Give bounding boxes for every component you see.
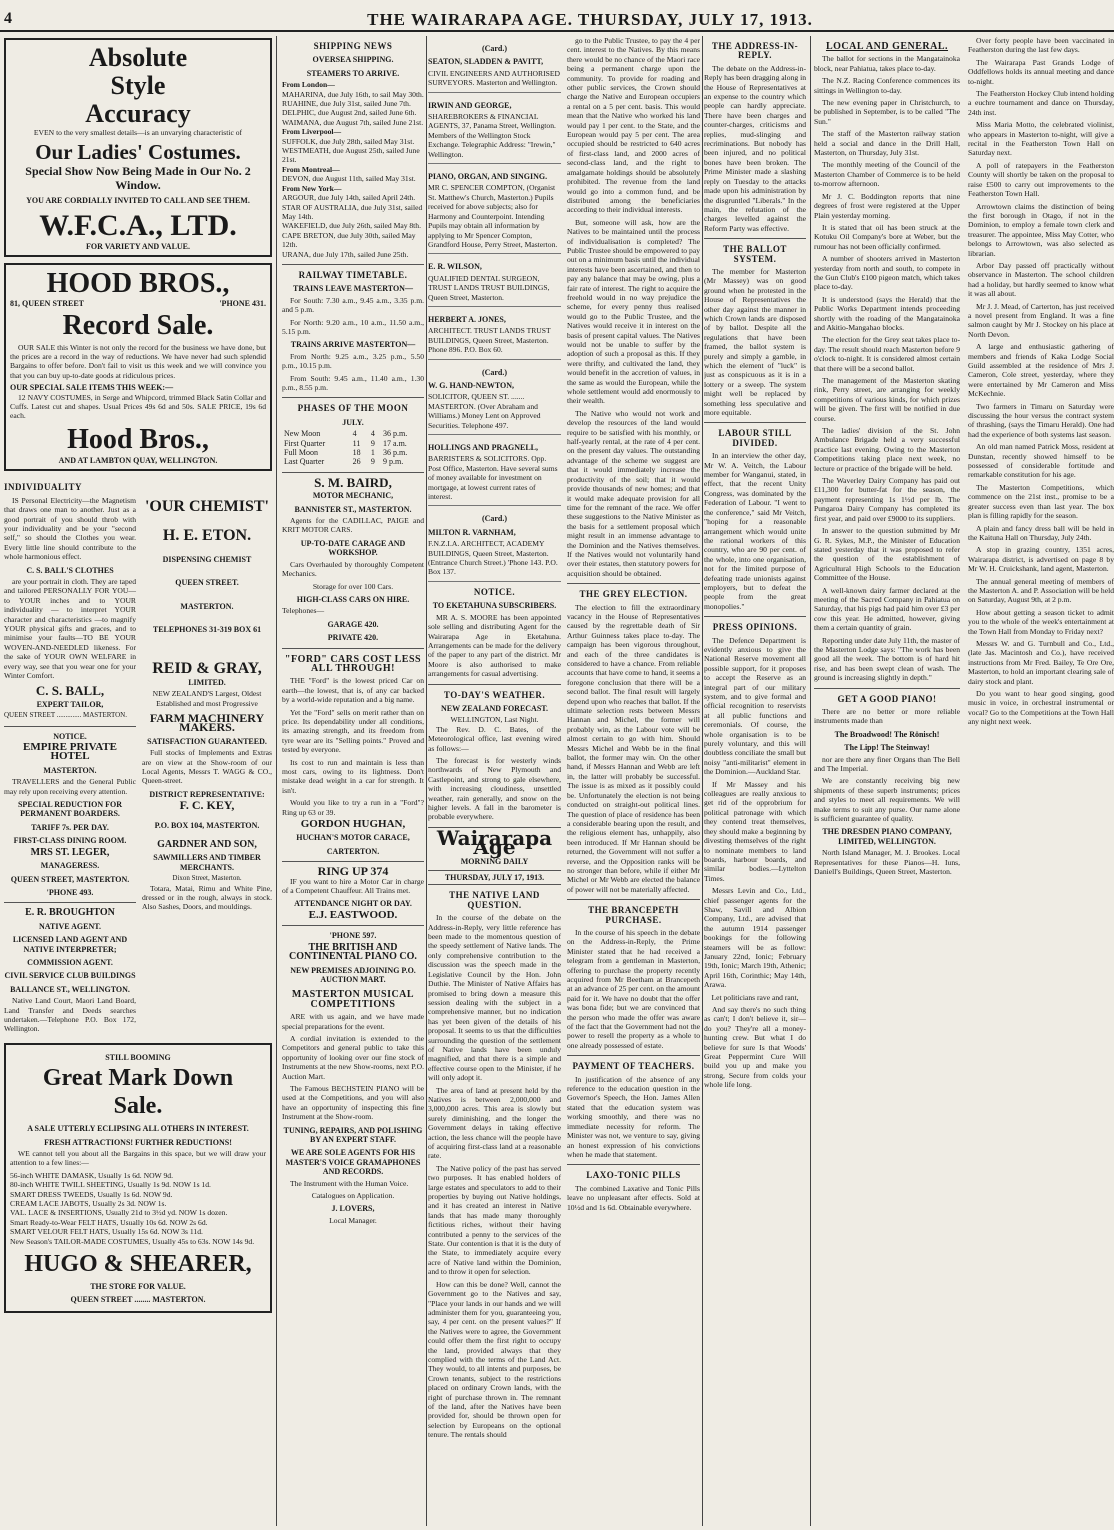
purchase-body: In the course of his speech in the debate on the Address-in-Reply, the Prime Minister stated that he had received a telegram from a gentleman in Masterton, offering to purchase the property recently acquired from Mr Beetham at Brancepeth at an advance of 25 per cent. on the amount paid for it. We have no doubt that the offer was bona fide; but we are convinced that the person who made the offer was aware of the fact that the Government had not the power to resell the property as a whole to one already possessed of estate. — [567, 927, 700, 1050]
ford-town: CARTERTON. — [326, 846, 380, 856]
ballot-body: The member for Masterton (Mr Massey) was on good ground when he protested in the House of Representatives the other day against the manner in which Crown lands are disposed of by ballot. Despite all the regulations that have been framed, the ballot system is purely and simply a gamble, in which the element of "luck" is just as conspicuous as it is in a lottery or a sweep. The system might well be replaced by something less speculative and more equitable. — [704, 266, 806, 418]
card-label: (Card.) — [481, 367, 508, 377]
business-card — [428, 254, 561, 307]
piano-ad-headline: GET A GOOD PIANO! — [837, 693, 937, 704]
news-item: It is understood (says the Herald) that the Public Works Department intends proceeding shortly with the roading of the Mangatainoka and Akitio-Mangahao blocks. — [814, 294, 960, 332]
ad-tagline: A SALE UTTERLY ECLIPSING ALL OTHERS IN INTEREST. — [27, 1124, 249, 1134]
moon-row — [282, 457, 424, 466]
shipping-entry: URANA, due July 17th, sailed June 25th. — [282, 249, 409, 259]
card-name: W. G. HAND-NEWTON, — [428, 380, 515, 390]
shipping-entry: DELPHIC, due August 2nd, sailed June 6th. — [282, 108, 417, 118]
ad-firm: Hood Bros., — [67, 423, 209, 455]
weather-body: The forecast is for westerly winds northwards of New Plymouth and Castlepoint, and strong to gale elsewhere, with increasing cloudiness, unsettled weather, rain generally, and snow on the higher levels. A fall in the barometer is probable everywhere. — [428, 755, 561, 822]
piano-ad-body: There are no better or more reliable instruments made than — [814, 707, 960, 726]
business-card — [428, 93, 561, 164]
ball-advert — [4, 477, 136, 1037]
moon-row — [282, 448, 424, 457]
news-item: Arbor Day passed off practically without observance in Masterton. The school children had a holiday, but hardly seemed to know what it was all about. — [968, 260, 1114, 299]
moon-cell: 1 — [370, 448, 375, 458]
moon-cell: Full Moon — [284, 448, 319, 458]
ad-intro: EVEN to the very smallest details—is an unvarying characteristic of — [33, 128, 243, 137]
broughton-role: LICENSED LAND AGENT AND NATIVE INTERPRETER; — [12, 935, 128, 954]
news-item: A stop in grazing country, 1351 acres, Wairarapa district, is advertised on page 8 by Mr W. H. Cruickshank, land agent, Masterton. — [968, 545, 1114, 574]
laxo-title: LAXO-TONIC PILLS — [586, 1170, 681, 1181]
hugo-shearer-advert — [4, 1043, 272, 1313]
music-manager: J. LOVERS, — [331, 1204, 375, 1214]
hotel-body: TRAVELLERS and the General Public may rely upon receiving every attention. — [4, 777, 136, 796]
moon-row — [282, 439, 424, 448]
news-item: Messrs W. and G. Turnbull and Co., Ltd., (late Jas. Macintosh and Co.), have received instructions from Mr Fred. Bailey, Te Ore Ore, Masterton, to hold an important clearing sale of dairy stock and plant. — [968, 638, 1114, 686]
grey-title: THE GREY ELECTION. — [579, 589, 688, 600]
labour-title: LABOUR STILL DIVIDED. — [718, 428, 792, 448]
weather-body: The Rev. D. C. Bates, of the Meteorological office, last evening wired as follows:— — [428, 724, 561, 753]
ad-headline: Sale. — [113, 1093, 163, 1120]
ballot-title: THE BALLOT SYSTEM. — [723, 244, 787, 264]
piano-firm: THE DRESDEN PIANO COMPANY, LIMITED, WELLINGTON. — [822, 827, 952, 846]
card-name: HERBERT A. JONES, — [428, 314, 506, 324]
news-item: The ladies' division of the St. John Ambulance Brigade held a very successful practice last evening. Owing to the Masterton Competitions taking place next week, no lecture or practice of the brigade will be held. — [814, 426, 960, 473]
ad-headline: Great Mark Down — [42, 1065, 234, 1092]
levin-body: Messrs Levin and Co., Ltd., chief passenger agents for the Shaw, Savill and Albion Company, Ltd., are advised that the autumn 1914 passenger bookings for the following steamers will be as follow: January 22nd, Ionic; February 19th, Ionic; March 19th, Athenic; April 16th, Corinthic; May 14th, Arawa. — [704, 886, 806, 990]
ford-headline: "FORD" CARS COST LESS ALL THROUGH! — [284, 653, 422, 674]
column-1 — [4, 36, 272, 1526]
ad-special: OUR SPECIAL SALE ITEMS THIS WEEK:— — [10, 383, 174, 393]
paper-sub: MORNING DAILY — [460, 856, 529, 866]
column-3 — [428, 36, 700, 1526]
section-title: PHASES OF THE MOON — [297, 403, 409, 414]
baird-name: S. M. BAIRD, — [314, 474, 392, 490]
piano-phone: 'PHONE 597. — [329, 931, 377, 941]
card-body: MR C. SPENCER COMPTON, (Organist St. Matthew's Church, Masterton.) Pupils received for above subjects; also for Harmony and Counterpoint. Intending Pupils may obtain all information by applying to Mr Spencer Compton, Grandford House, Perry Street, Masterton. — [428, 183, 558, 249]
sale-item: CREAM LACE JABOTS, Usually 2s 3d. NOW 1s. — [10, 1199, 167, 1209]
column-4 — [704, 36, 806, 1526]
news-item: Arrowtown claims the distinction of being the first borough in Otago, if not in the Dominion, to employ a female town clerk and treasurer. The appointee, Miss May Cotter, who belongs to Arrowtown, was also selected as librarian. — [968, 201, 1114, 258]
column-rule — [810, 36, 811, 1526]
ring-name: E.J. EASTWOOD. — [308, 908, 398, 921]
news-item: The staff of the Masterton railway station held a social and dance in the Drill Hall, Masterton, on Thursday, July 31st. — [814, 129, 960, 158]
press-body: If Mr Massey and his colleagues are really anxious to get rid of the opprobrium for political patronage with which they contend treat themselves, they should make a beginning by divesting themselves of the right to nominate members to land boards, harbour boards, and similar bodies.—Lyttelton Times. — [704, 779, 806, 883]
news-item: The N.Z. Racing Conference commences its sittings in Wellington to-day. — [814, 76, 960, 95]
ad-body: WE cannot tell you about all the Bargains in this space, but we will draw your attention to a few lines:— — [10, 1149, 266, 1168]
poem-body: And say there's no such thing as can't; I don't believe it, sir—do you? They're all a money-hunting crew. But what I do believe for sure Is that Woods' Great Peppermint Cure Will build you up and make you strong, Secure from colds your whole life long. — [704, 1005, 806, 1090]
section-subtitle: OVERSEA SHIPPING. — [312, 55, 394, 65]
piano-brand: The Lipp! The Steinway! — [844, 743, 930, 753]
hotel-notice: NOTICE. — [53, 731, 87, 741]
hotel-town: MASTERTON. — [43, 765, 97, 775]
music-tuning: TUNING, REPAIRS, AND POLISHING BY AN EXPERT STAFF. — [283, 1125, 423, 1144]
hotel-manager-title: MANAGERESS. — [40, 861, 100, 871]
moon-cell: Last Quarter — [284, 457, 325, 467]
music-body: A cordial invitation is extended to the Competitors and general public to take this opportunity of looking over our fine stock of Instruments at the new Show-rooms, next P.O. Auction Mart. — [282, 1033, 424, 1081]
baird-body: Cars Overhauled by thoroughly Competent Mechanics. — [282, 559, 424, 579]
ford-paragraph: Its cost to run and maintain is less than most cars, owing to its lightness. Don't mistake dead weight in a car for strength. It isn't. — [282, 757, 424, 795]
piano-ad-body: We are constantly receiving big new shipments of these superb instruments; prices and styles to meet all requirements. We will make terms to suit any purse. Our name alone is sufficient guarantee of quality. — [814, 776, 960, 824]
ad-phone: 'PHONE 431. — [219, 299, 266, 309]
sale-item: SMART VELOUR FELT HATS, Usually 15s 6d. NOW 3s 11d. — [10, 1227, 203, 1237]
ad-firm: HOOD BROS., — [46, 268, 230, 300]
ad-firm: W.F.C.A., LTD. — [39, 208, 237, 242]
news-item: The new evening paper in Christchurch, to be published in September, is to be called "The Sun." — [814, 98, 960, 126]
paper-masthead: Wairarapa Age — [436, 825, 553, 860]
card-body: CIVIL ENGINEERS AND AUTHORISED SURVEYORS. Masterton and Wellington. — [428, 68, 560, 88]
notice-title: NOTICE. — [473, 586, 516, 597]
sale-item: SMART DRESS TWEEDS, Usually 1s 6d. NOW 9d. — [10, 1189, 173, 1199]
music-agents: WE ARE SOLE AGENTS FOR HIS MASTER'S VOICE GRAMAPHONES AND RECORDS. — [285, 1148, 421, 1177]
piano-brand: The Broadwood! The Rönisch! — [834, 729, 940, 739]
news-item: A plain and fancy dress ball will be held in the Kaituna Hall on Thursday, July 24th. — [968, 523, 1114, 542]
news-item: Over forty people have been vaccinated in Featherston during the last few days. — [968, 36, 1114, 55]
baird-tel: GARAGE 420. — [327, 619, 379, 629]
shipping-entry: WESTMEATH, due August 25th, sailed June 21st. — [282, 146, 420, 165]
news-item: The ballot for sections in the Mangatainoka block, near Pahiatua, takes place to-day. — [814, 54, 960, 73]
ad-address: QUEEN STREET ........ MASTERTON. — [70, 1295, 206, 1305]
wfca-advert — [4, 38, 272, 257]
address-title: THE ADDRESS-IN-REPLY. — [711, 41, 799, 61]
news-item: An old man named Patrick Moss, resident at Dunstan, recently showed himself to be possessed of considerable fortitude and remarkable constitution for his age. — [968, 442, 1114, 480]
news-item: Reporting under date July 11th, the master of the Masterton Lodge says: "The work has been good all the week. The bottom is of hard hit rise, and has been swept clean of wash. The ground is increasing slightly in depth." — [814, 635, 960, 683]
ad-body: are your portrait in cloth. They are taped and tailored PERSONALLY FOR YOU—to YOUR inches and to YOUR individuality — to interpret YOUR character and characteristics —to magnify YOUR physical gifts and graces, and to minimise your faults—TO BE YOUR WOVEN-AND-NEEDLED likeness. For the sake of YOUR OWN WELFARE in every way, see that you wear one for your Winter Comfort. — [4, 576, 136, 680]
masthead — [0, 0, 1114, 32]
local-title: LOCAL AND GENERAL. — [825, 41, 949, 52]
sale-item: 80-inch WHITE TWILL SHEETING, Usually 1s 9d. NOW 1s 1d. — [10, 1180, 211, 1190]
editorial-paragraph: go to the Public Trustee, to pay the 4 per cent. interest to the Natives. By this means there would be no chance of the Maori race being a permanent charge upon the community. To provide for roading and other public services, the Crown should charge the Native and European occupiers a rental on a 5 per cent. basis. This would mean that the Native who worked his land would pay 1 per cent. to the State, and the European would pay 5 per cent. The area occupied should be restricted to 640 acres of first-class land, and 2000 acres of second-class land, and the right to amalgamate holdings should be absolutely prohibited. The revenue from the land would go into a common fund, and be distributed among the beneficiaries according to their individual interests. — [567, 36, 700, 215]
card-body: F.N.Z.I.A. ARCHITECT, ACADEMY BUILDINGS, Queen Street, Masterton. (Entrance Church Street.) 'Phone 143. P.O. Box 137. — [428, 539, 558, 577]
ad-fresh: FRESH ATTRACTIONS! FURTHER REDUCTIONS! — [44, 1137, 232, 1147]
baird-tel: PRIVATE 420. — [327, 633, 379, 643]
ad-trade: EXPERT TAILOR, — [36, 699, 104, 709]
editorial-continued — [567, 36, 700, 1443]
card-name: E. R. WILSON, — [428, 262, 482, 272]
broughton-body: Native Land Court, Maori Land Board, Land Transfer and Deeds searches undertaken.—Telephone P.O. Box 172, Wellington. — [4, 996, 136, 1034]
card-name: HOLLINGS AND PRAGNELL, — [428, 443, 539, 452]
shipping-entry: RUAHINE, due July 31st, sailed June 7th. — [282, 99, 411, 109]
moon-cell: 9 — [370, 438, 375, 448]
ring-body: IF you want to hire a Motor Car in charge of a Competent Chauffeur. All Trains met. — [282, 876, 424, 896]
shipping-entry: SUFFOLK, due July 28th, sailed May 31st. — [282, 136, 415, 146]
ad-invite: YOU ARE CORDIALLY INVITED TO CALL AND SEE THEM. — [26, 196, 250, 206]
hotel-special: SPECIAL REDUCTION FOR PERMANENT BOARDERS. — [17, 800, 122, 819]
shipping-entry: WAKEFIELD, due July 26th, sailed May 8th. — [282, 221, 421, 231]
ad-firm: C. S. BALL, — [35, 683, 105, 699]
newspaper-title: THE WAIRARAPA AGE. THURSDAY, JULY 17, 1913. — [367, 10, 813, 29]
shipping-entry: ARGOUR, due July 14th, sailed April 24th. — [282, 193, 416, 203]
news-item: The management of the Masterton skating rink, Perry street, are arranging for weekly competitions of various kinds, for which prizes will be given. The first will be notified in due course. — [814, 376, 960, 423]
hood-bros-advert — [4, 263, 272, 471]
card-name: SEATON, SLADDEN & PAVITT, — [428, 57, 544, 67]
news-item: Mr J. J. Mead, of Carterton, has just received a novel present from England. It was a fine salmon caught by Mr J. Stockey on his place at North Devon. — [968, 301, 1114, 339]
railway-north: For North: 9.20 a.m., 10 a.m., 11.50 a.m., 5.15 p.m. — [282, 317, 424, 336]
shipping-entry: From Montreal— — [282, 164, 340, 174]
baird-garage: UP-TO-DATE CARAGE AND WORKSHOP. — [300, 538, 406, 558]
news-item: The Masterton Competitions, which commence on the 21st inst., promise to be a greater success even than last year. The box plan is filling rapidly for the season. — [968, 482, 1114, 521]
ford-paragraph: Would you like to try a run in a "Ford"? Ring up 63 or 39. — [282, 798, 424, 817]
poem-title: Let politicians rave and rant, — [711, 992, 799, 1002]
moon-cell: New Moon — [284, 429, 321, 439]
baird-telephones: Telephones— — [282, 606, 325, 616]
ad-body: IS Personal Electricity—the Magnetism that draws one man to another. Just as a good portrait of you should throb with your individuality and be your "second self," so should the Clothes you wear. Every little line should contribute to the whole harmonious effect. — [4, 495, 136, 562]
press-title: PRESS OPINIONS. — [712, 622, 798, 633]
railway-from-south: From South: 9.45 a.m., 11.40 a.m., 1.30 p.m., 8.55 p.m. — [282, 373, 424, 392]
moon-cell: 17 a.m. — [383, 438, 407, 448]
notice-body: MR A. S. MOORE has been appointed sole selling and distributing Agent for the Wairarapa Age in Eketahuna. Arrangements can be made for the delivery of the paper to any part of the district. Mr Moore is also authorised to make arrangements for casual advertising. — [428, 612, 561, 679]
page-number: 4 — [4, 10, 12, 27]
ring-headline: RING UP 374 — [317, 864, 389, 879]
moon-cell: First Quarter — [284, 438, 326, 448]
laxo-body: The combined Laxative and Tonic Pills leave no unpleasant after effects. Sold at 10½d and 1s 6d. Obtainable everywhere. — [567, 1183, 700, 1212]
news-item: The Waverley Dairy Company has paid out £11,300 for butter-fat for the season, the payment representing 1s 1½d per lb. The Pungaroa Dairy Company has completed its first year, and paid over £9000 to its suppliers. — [814, 476, 960, 523]
sale-item: VAL. LACE & INSERTIONS, Usually 21d to 3½d yd. NOW 1s dozen. — [10, 1208, 228, 1218]
column-5 — [814, 36, 1114, 1526]
ad-address: QUEEN STREET .............. MASTERTON. — [4, 711, 127, 720]
editorial-paragraph: In the course of the debate on the Address-in-Reply, very little reference has been made to the momentous question of the speedy settlement of Native lands. The only comprehensive contribution to the discussion was the speech made in the Legislative Council by the Hon. John Duthie. The Minister of Native Affairs has promised to bring down a measure this session dealing with the subject in a comprehensive manner, but no indication has yet been given of the details of his proposal. It seems to us that the difficulties surrounding the question of the settlement of Native lands have been unduly magnified, and that there is a simple and effective course open to the Minister, if he will only adopt it. — [428, 913, 561, 1083]
piano-name: THE BRITISH AND CONTINENTAL PIANO CO. — [289, 941, 417, 963]
piano-manager: North Island Manager, M. J. Brookes. Local Representatives for these Pianos—H. Iuns, Daniell's Buildings, Queen Street, Masterton. — [814, 848, 960, 877]
news-item: A number of shooters arrived in Masterton yesterday from north and south, to compete in the Gun Club's £100 pigeon match, which takes place to-day. — [814, 254, 960, 292]
business-card — [428, 307, 561, 360]
music-body: ARE with us again, and we have made special preparations for the event. — [282, 1012, 424, 1031]
news-item: The annual general meeting of members of the Masterton A. and P. Association will be held on Saturday, August 9th, at 2 p.m. — [968, 576, 1114, 605]
shipping-entry: From New York— — [282, 183, 342, 193]
hotel-address: QUEEN STREET, MASTERTON. — [10, 874, 130, 884]
news-item: A large and enthusiastic gathering of members and friends of Kaka Lodge Social Guild assembled at the residence of Mrs J. Cameron, Cole street, yesterday, where they were entertained by Mr Cameron and Miss McKechnie. — [968, 342, 1114, 399]
ad-lead: STILL BOOMING — [105, 1052, 171, 1062]
payment-title: PAYMENT OF TEACHERS. — [572, 1061, 695, 1072]
payment-body: In justification of the absence of any reference to the education question in the Governor's Speech, the Hon. James Allen stated that the education system was working smoothly, and there was no immediate necessity for reform. The Minister was not, we venture to say, giving an honest expression of his convictions when he made that statement. — [567, 1074, 700, 1159]
shipping-entry: From Liverpool— — [282, 127, 342, 137]
piano-premises: NEW PREMISES ADJOINING P.O. AUCTION MART. — [290, 965, 416, 984]
column-rule — [702, 36, 703, 1526]
card-body: QUALIFIED DENTAL SURGEON, TRUST LANDS TRUST BUILDINGS, Queen Street, Masterton. — [428, 273, 550, 302]
card-name: PIANO, ORGAN, AND SINGING. — [428, 172, 548, 182]
card-body: SHAREBROKERS & FINANCIAL AGENTS, 37, Panama Street, Wellington. Members of the Wellington Stock Exchange. Telegraphic Address: "Irewin," Wellington. — [428, 112, 556, 159]
labour-body: In an interview the other day, Mr W. A. Veitch, the Labour member for Wanganui, stated, in effect, that the recent Unity Congress, was dominated by the Federation of Labour. "I went to the conference," said Mr Veitch, "hoping for a reasonable arrangement which would unite the rational workers of this country, who are 90 per cent. of the whole, into one organisation, not for the limited purpose of defeating trade unionists against employers, but to defeat the people from the great monopolies." — [704, 451, 806, 611]
chemist-advert-area: 'OUR CHEMIST' H. E. ETON. DISPENSING CHEMIST QUEEN STREET. MASTERTON. TELEPHONES 31-319 BOX 61 REID & GRAY, LIMITED. NEW ZEALAND'S Largest, Oldest Established and most Progressive FARM MACHINERY MAKERS. SATISFACTION GUARANTEED. Full stocks of Implements and Extras are on view at the Show-room of our Local Agents, Messrs T. WAGG & CO., Queen-street. DISTRICT REPRESENTATIVE: F. C. KEY, P.O. BOX 104, MASTERTON. GARDNER AND SON, SAWMILLERS AND TIMBER MERCHANTS. Dixon Street, Masterton. Totara, Matai, Rimu and White Pine, dressed or in the rough, always in stock. Also Sashes, Doors, and mouldings. — [142, 498, 272, 912]
news-item: Mr J. C. Boddington reports that nine degrees of frost were registered at the Upper Plain yesterday morning. — [814, 191, 960, 220]
business-card — [428, 435, 561, 506]
ad-tagline: FOR VARIETY AND VALUE. — [85, 241, 191, 251]
section-title: SHIPPING NEWS — [313, 41, 393, 51]
business-card — [428, 506, 561, 581]
shipping-entry: WAIMANA, due August 7th, sailed June 21st. — [282, 117, 424, 127]
hotel-dining: FIRST-CLASS DINING ROOM. — [13, 836, 127, 846]
purchase-title: THE BRANCEPETH PURCHASE. — [588, 905, 679, 925]
weather-dateline: WELLINGTON, Last Night. — [450, 715, 539, 725]
moon-cell: 9 p.m. — [383, 457, 404, 467]
baird-agents: Agents for the CADILLAC, PAIGE and KRIT MOTOR CARS. — [282, 516, 424, 535]
music-body: The Famous BECHSTEIN PIANO will be used at the Competitions, and you will also have an opportunity of inspecting this fine Instrument at the Show-room. — [282, 1083, 424, 1122]
broughton-address: CIVIL SERVICE CLUB BUILDINGS — [4, 971, 136, 981]
grey-body: The election to fill the extraordinary vacancy in the House of Representatives caused by the regrettable death of Sir Arthur Guinness takes place to-day. The campaign has been vigorous throughout, and each of the three candidates is considered to have a chance. From reliable accounts that have come to hand, it seems a foregone conclusion that there will be a second ballot. The final result will largely depend upon who reaches that ballot. If the ultimate selection rests between Messrs Hannan and Michel, the former will probably win, as the Labour vote will be almost certain to go with him. Should Messrs Michel and Webb be in the final ballot, the former may win. On the other hand, if Messrs Hannan and Webb are left in, the latter will probably be successful. The issue is as mixed as it possibly could be. Unfortunately the election is not being conducted on straight-out political lines. The question of place of residence has been a considerable bearing upon the result, and the religious element has, unhappily, also been introduced. If Mr Hannan should be returned, the Government will not suffer a reverse, and the Opposition ranks will be no stronger than before, while if either Mr Michel or Mr Webb are elected the balance of power will not be materially affected. — [567, 602, 700, 894]
broughton-role: NATIVE AGENT. — [39, 921, 101, 931]
editorial-paragraph: But, someone will ask, how are the Natives to be maintained until the process of individualisation is completed? The Public Trustee should be empowered to pay out on a minimum basis until the individual interests have been ascertained, and then to pay any balance that may be owing, plus a fair rate of interest. The right to acquire the freehold would in no way prejudice the scheme, for every penny thus realised would go to the Public Trustee, and the Natives would receive it in interest on the basis of present capital values. The Natives would not be unable to suffer by the adoption of such a proposal as this. If they were thrifty, and cultivated the land, they would benefit in the accretion of values, in the same as would the European, while the whole settlement would add enormously to their wealth. — [567, 217, 700, 406]
hotel-phone: 'PHONE 493. — [46, 887, 94, 897]
editorial-paragraph: The Native who would not work and develop the resources of the land would require to be satisfied with his monthly, or half-yearly rental, at the rate of 4 per cent. on the present day values. The outstanding advantage of the scheme we suggest are that it would immediately increase the productivity of the soil; that it would provide thousands of new homes; and that it would make adequate provision for all time for the remnant of the race. We offer these suggestions to the Native Minister as the basis for a settlement proposal which might result in an immense advantage to the Dominion and the Natives themselves. If the Natives would not voluntarily hand over their estates, then statutory powers for acquisition should be obtained. — [567, 408, 700, 578]
local-general-right — [968, 36, 1114, 880]
ad-line: Accuracy — [85, 99, 191, 128]
ford-dealer: GORDON HUGHAN, — [300, 818, 406, 831]
railway-arrive: TRAINS ARRIVE MASTERTON— — [290, 340, 416, 350]
section-subtitle: STEAMERS TO ARRIVE. — [306, 68, 400, 78]
moon-table — [282, 429, 424, 467]
moon-cell: 26 — [352, 457, 361, 467]
editorial-paragraph: The area of land at present held by the Natives is between 2,000,000 and 3,000,000 acres. This area is slowly but surely diminishing, and the longer the Government delays in taking effective action, the less chance will the people have of acquiring first-class land at a reasonable rate. — [428, 1085, 561, 1161]
moon-cell: 4 — [370, 429, 375, 439]
ad-line: Style — [110, 71, 166, 100]
moon-month: JULY. — [342, 417, 364, 427]
ad-address: AND AT LAMBTON QUAY, WELLINGTON. — [58, 455, 218, 465]
paper-date: THURSDAY, JULY 17, 1913. — [428, 870, 561, 885]
moon-cell: 11 — [352, 438, 361, 448]
broughton-role: COMMISSION AGENT. — [27, 957, 113, 967]
card-label: (Card.) — [481, 44, 508, 53]
address-body: The debate on the Address-in-Reply has been dragging along in the House of Representatives at an expense to the country which people can hardly appreciate. There have been charges and counter-charges, criticisms and replies, mud-slinging and recriminations. But nobody has been injured, and no political bones have been broken. The Prime Minister made a slashing reply on Tuesday to the attacks made upon his administration by the disgruntled "Liberals." In the main, the refutation of the charges levelled against the Reform Party was effective. — [704, 63, 806, 233]
card-name: MILTON R. VARNHAM, — [428, 527, 516, 537]
music-catalogue: Catalogues on Application. — [311, 1191, 395, 1201]
news-item: A poll of ratepayers in the Featherston County will shortly be taken on the proposal to raise £500 to carry out improvements to the Featherston Town Hall. — [968, 160, 1114, 199]
broughton-street: BALLANCE ST., WELLINGTON. — [10, 984, 130, 994]
editorial-paragraph: The Native policy of the past has served two purposes. It has enabled holders of large estates and speculators to add to their properties by buying out Native holdings, and it has created an interest in Native lands that has made many thoroughly fictitious riches, without their having contributed a penny to the services of the State. Our contention is that it is the duty of the State, to immediately acquire every acre of Native land within the Dominion, and to throw it open for selection. — [428, 1163, 561, 1277]
railway-leave: TRAINS LEAVE MASTERTON— — [293, 284, 413, 294]
press-body: The Defence Department is evidently anxious to give the National Reserve movement all possible support, for it proposes to accept the Reserve as an integral part of our military system, and to give formal and official recognition to reservists at all public functions and ceremonials. Of course, the whole organisation is to be purely voluntary, and this will doubtless conciliate the small but noisy "anti-militarist" element in the Dominion.—Auckland Star. — [704, 635, 806, 777]
local-general-left — [814, 36, 960, 880]
baird-hire: HIGH-CLASS CARS ON HIRE. — [296, 594, 410, 604]
business-card — [428, 36, 561, 93]
news-item: It is stated that oil has been struck at the Kotuku Oil Company's bore at Weber, but the rumour has not been officially confirmed. — [814, 222, 960, 251]
card-body: SOLICITOR, QUEEN ST. ....... MASTERTON. (Over Abraham and Williams.) Money Lent on Approved Securities. Telephone 497. — [428, 392, 541, 430]
shipping-entry: CAPE BRETON, due July 30th, sailed May 12th. — [282, 230, 416, 250]
piano-ad-body: nor are there any finer Organs than The Bell and The Imperial. — [814, 754, 960, 774]
railway-south: For South: 7.30 a.m., 9.45 a.m., 3.35 p.m. and 5 p.m. — [282, 295, 424, 315]
moon-cell: 36 p.m. — [383, 448, 408, 458]
ad-item: 12 NAVY COSTUMES, in Serge and Whipcord, trimmed Black Satin Collar and Cuffs. Latest cut and shapes. Usual Prices 49s 6d and 50s. SALE PRICE, 19s 6d each. — [10, 392, 266, 421]
ad-title: INDIVIDUALITY — [4, 482, 83, 493]
ad-tag2: THE STORE FOR VALUE. — [90, 1282, 186, 1292]
hotel-name: EMPIRE PRIVATE HOTEL — [22, 741, 118, 763]
weather-title: TO-DAY'S WEATHER. — [443, 689, 546, 700]
broughton-name: E. R. BROUGHTON — [25, 907, 115, 919]
ad-headline: Record Sale. — [62, 309, 214, 341]
hotel-tariff: TARIFF 7s. PER DAY. — [31, 822, 109, 832]
shipping-entry: STAR OF AUSTRALIA, due July 31st, sailed May 14th. — [282, 202, 423, 221]
shipping-entry: DEVON, due August 11th, sailed May 31st. — [282, 174, 416, 184]
baird-address: BANNISTER ST., MASTERTON. — [294, 504, 412, 514]
news-item: The election for the Grey seat takes place to-day. The result should reach Masterton before 9 o'clock to-night. It is considered almost certain that there will be a second ballot. — [814, 335, 960, 373]
card-label: (Card.) — [481, 514, 508, 524]
shipping-list — [282, 80, 424, 259]
news-item: How about getting a season ticket to admit you to the whole of the week's entertainment at the Town Hall from Monday to Friday next? — [968, 607, 1114, 636]
baird-trade: MOTOR MECHANIC, — [312, 491, 394, 501]
business-card — [428, 360, 561, 435]
news-item: In answer to the question submitted by Mr G. R. Sykes, M.P., the Minister of Education stated yesterday that it was proposed to refer the question of the establishment of Agricultural High Schools to the Education Committee of the House. — [814, 526, 960, 583]
shipping-entry: MAHARINA, due July 16th, to sail May 30th. — [282, 89, 424, 99]
moon-row — [282, 429, 424, 438]
editorial-title: THE NATIVE LAND QUESTION. — [449, 890, 540, 910]
railway-from-north: From North: 9.25 a.m., 3.25 p.m., 5.50 p.m., 10.15 p.m. — [282, 351, 424, 371]
column-rule — [426, 36, 427, 1526]
moon-cell: 4 — [352, 429, 357, 439]
ad-subhead: Special Show Now Being Made in Our No. 2 Window. — [25, 164, 251, 193]
ad-firm: HUGO & SHEARER, — [24, 1251, 252, 1278]
card-body: BARRISTERS & SOLICITORS. Opp. Post Office, Masterton. Have several sums of money available for investment on mortgage, at lowest current rates of interest. — [428, 454, 558, 502]
music-manager-title: Local Manager. — [329, 1215, 377, 1225]
sale-item: 56-inch WHITE DAMASK, Usually 1s 6d. NOW 9d. — [10, 1170, 173, 1180]
news-item: The Wairarapa Past Grands Lodge of Oddfellows holds its annual meeting and dance to-night. — [968, 57, 1114, 86]
baird-storage: Storage for over 100 Cars. — [312, 581, 394, 591]
sale-item: New Season's TAILOR-MADE COSTUMES, Usually 45s to 63s. NOW 14s 9d. — [10, 1236, 255, 1246]
card-body: ARCHITECT. TRUST LANDS TRUST BUILDINGS, Queen Street, Masterton. Phone 896. P.O. Box 60. — [428, 326, 551, 355]
ad-address: 81, QUEEN STREET — [10, 299, 85, 309]
ad-headline: Our Ladies' Costumes. — [35, 140, 241, 165]
moon-cell: 9 — [370, 457, 375, 467]
moon-cell: 36 p.m. — [383, 429, 408, 439]
news-item: Two farmers in Timaru on Saturday were discussing the hour versus the contract system of thrashing, (says the Timaru Herald). One had had the experience of both systems last season. — [968, 401, 1114, 439]
sale-item: Smart Ready-to-Wear FELT HATS, Usually 10s 6d. NOW 2s 6d. — [10, 1217, 208, 1227]
hotel-manager: MRS ST. LEGER, — [30, 846, 110, 858]
ford-garage: HUCHAN'S MOTOR CARACE, — [296, 833, 410, 843]
news-item: A well-known dairy farmer declared at the meeting of the Sacred Company in Pahiatua on Saturday, that his pigs had paid him over £3 per cow this year. He admitted, however, giving them a certain quantity of grain. — [814, 585, 960, 633]
column-rule — [276, 36, 277, 1526]
ring-attend: ATTENDANCE NIGHT OR DAY. — [294, 899, 412, 909]
news-item: The Featherston Hockey Club intend holding a euchre tournament and dance on Thursday, 24th inst. — [968, 89, 1114, 117]
card-name: IRWIN AND GEORGE, — [428, 100, 512, 110]
music-human: The Instrument with the Human Voice. — [290, 1178, 409, 1188]
notice-sub: TO EKETAHUNA SUBSCRIBERS. — [432, 601, 557, 611]
weather-sub: NEW ZEALAND FORECAST. — [440, 703, 549, 713]
column-2 — [282, 36, 424, 1526]
ford-paragraph: THE "Ford" is the lowest priced Car on earth—the lowest, that is, of any car backed by a world-wide reputation and a big name. — [282, 676, 424, 705]
ad-shop: C. S. BALL'S CLOTHES — [26, 565, 114, 575]
news-item: Miss Maria Motto, the celebrated violinist, who appears in Masterton to-night, will give a recital in the Featherston Town Hall on Saturday next. — [968, 120, 1114, 158]
news-item: The monthly meeting of the Council of the Masterton Chamber of Commerce is to be held to-morrow afternoon. — [814, 160, 960, 189]
ad-body: OUR SALE this Winter is not only the record for the business we have done, but the prices are a record in the way of reductions. We have never had such splendid Bargains to offer before. Don't fail to visit us this week and we will convince you that you can buy up-to-date goods at ridiculous prices. — [10, 342, 266, 380]
shipping-entry: From London— — [282, 80, 335, 90]
cards-column — [428, 36, 561, 1443]
music-title: MASTERTON MUSICAL COMPETITIONS — [291, 989, 415, 1010]
section-title: RAILWAY TIMETABLE. — [298, 269, 408, 280]
ford-paragraph: Yet the "Ford" sells on merit rather than on price. Its dependability under all conditions, its amazing strength, and its freedom from tyre wear are its "Selling points." Proved and tested by everyone. — [282, 707, 424, 755]
ad-line: Absolute — [88, 43, 188, 72]
business-card — [428, 164, 561, 254]
moon-cell: 18 — [352, 448, 361, 458]
editorial-paragraph: How can this be done? Well, cannot the Government go to the Natives and say, "Place your lands in our hands and we will administer them for you, guaranteeing you, say, 4 per cent. on the present values?" If the Natives were to agree, the Government could offer them the first right to occupy the land, provided always that they complied with the terms of the Land Act. They would, to all intents and purposes, be Crown tenants, subject to the restrictions placed on ordinary Crown lands, with the right of purchase thrown in. The remnant of the land, after the Natives have been provided for, should be thrown open for selection by Europeans on the optional tenure. The rentals should — [428, 1279, 561, 1440]
news-item: Do you want to hear good singing, good music in voice, in orchestral instrumental or vocal? Go to the Competitions at the Town Hall any night next week. — [968, 689, 1114, 727]
